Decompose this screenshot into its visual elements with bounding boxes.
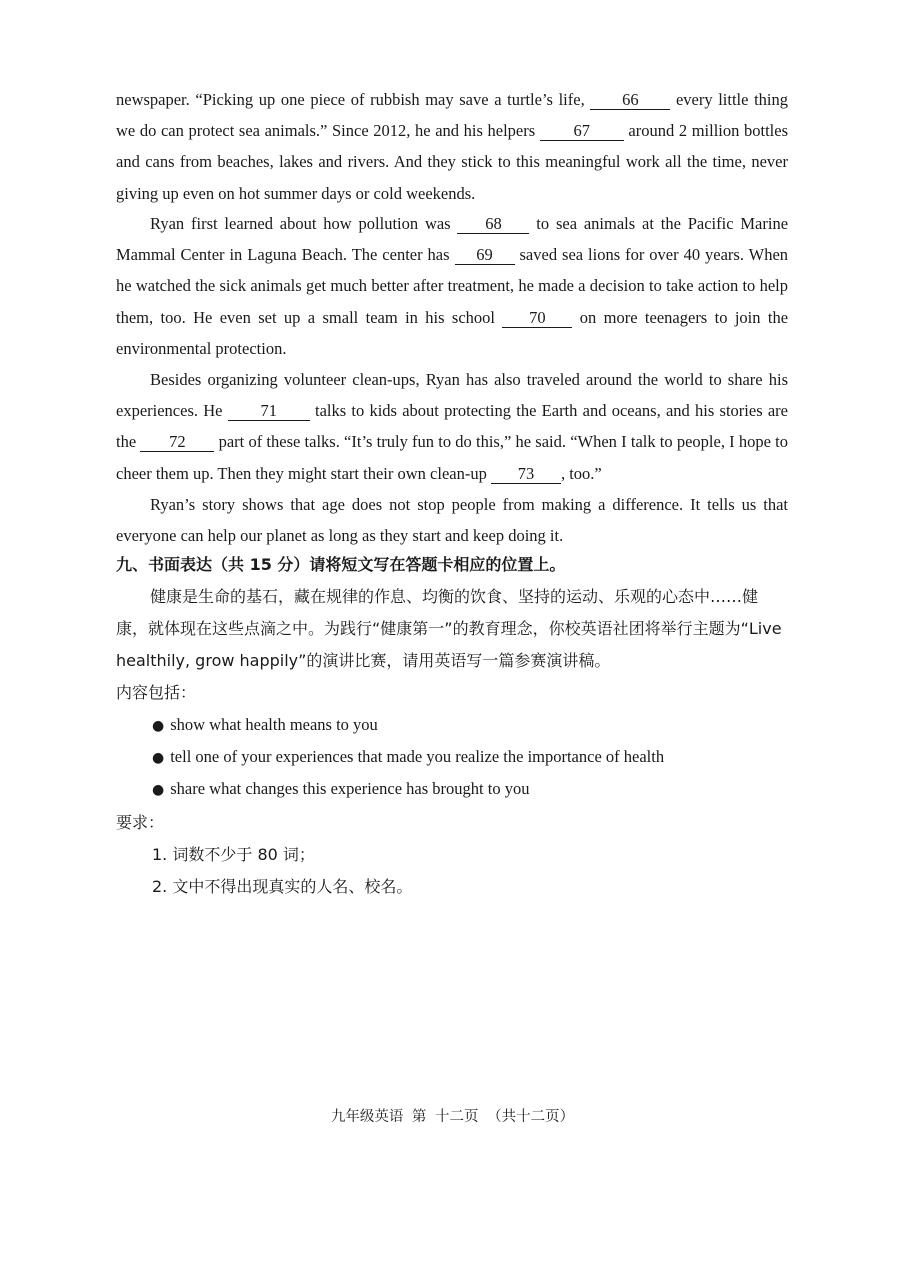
requirement-item: 2. 文中不得出现真实的人名、校名。 xyxy=(152,877,413,896)
blank-71: 71 xyxy=(228,402,310,421)
blank-68: 68 xyxy=(457,215,529,234)
blank-66: 66 xyxy=(590,91,670,110)
passage-paragraph-2: Ryan first learned about how pollution was 68 to sea animals at the Pacific Marine Mammal Center in Laguna Beach. The center has 69 saved sea lions for over 40 years. When he watched the sick animals get much better after treatment, he made a decision to take action to help them, too. He even set up a small team in his school 70 on more teenagers to join the environmental protection. xyxy=(116,214,789,358)
content-label: 内容包括： xyxy=(116,683,197,702)
passage-paragraph-3: Besides organizing volunteer clean-ups, Ryan has also traveled around the world to share his experiences. He 71 talks to kids about protecting the Earth and oceans, and his stories are the 72 part of these talks. “It’s truly fun to do this,” he said. “When I talk to people, I hope to cheer them up. Then they might start their own clean-up 73 , too.” xyxy=(116,370,789,483)
passage-paragraph-4: Ryan’s story shows that age does not stop people from making a difference. It tells us that everyone can help our planet as long as they start and keep doing it. xyxy=(116,495,788,546)
passage-paragraph-1: newspaper. “Picking up one piece of rubbish may save a turtle’s life, 66 every little thing we do can protect sea animals.” Since 2012, he and his helpers 67 around 2 million bottles and cans from beaches, lakes and rivers. And they stick to this meaningful work all the time, never giving up even on hot summer days or cold weekends. xyxy=(116,90,788,203)
list-item: ● share what changes this experience has brought to you xyxy=(152,779,530,798)
blank-70: 70 xyxy=(502,309,572,328)
list-item: ● show what health means to you xyxy=(152,715,378,734)
page-footer: 九年级英语 第 十二页 （共十二页） xyxy=(330,1109,575,1125)
requirement-item: 1. 词数不少于 80 词； xyxy=(152,845,315,864)
writing-intro: 健康是生命的基石，藏在规律的作息、均衡的饮食、坚持的运动、乐观的心态中……健康，就体现在这些点滴之中。为践行“健康第一”的教育理念，你校英语社团将举行主题为“Live healthily, grow happily”的演讲比赛，请用英语写一篇参赛演讲稿。 xyxy=(116,587,782,670)
bullet-icon: ● xyxy=(152,782,165,798)
blank-69: 69 xyxy=(455,246,515,265)
blank-67: 67 xyxy=(540,122,624,141)
requirements-label: 要求： xyxy=(116,813,165,832)
writing-section-heading: 九、书面表达（共 15 分）请将短文写在答题卡相应的位置上。 xyxy=(116,555,566,574)
list-item: ● tell one of your experiences that made you realize the importance of health xyxy=(152,747,665,766)
bullet-icon: ● xyxy=(152,718,165,734)
blank-72: 72 xyxy=(140,433,214,452)
blank-73: 73 xyxy=(491,465,561,484)
bullet-icon: ● xyxy=(152,750,165,766)
